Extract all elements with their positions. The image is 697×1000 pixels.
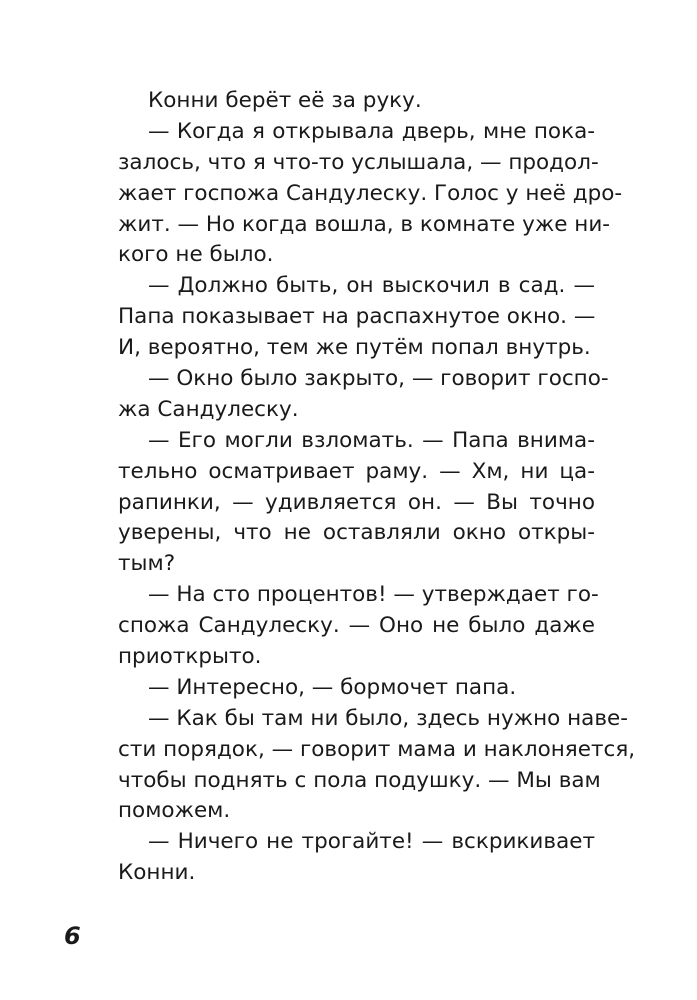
text-line: сти порядок, — говорит мама и наклоняется, xyxy=(118,736,636,762)
text-line: Папа показывает на распахнутое окно. — xyxy=(118,304,596,330)
text-line: — Когда я открывала дверь, мне пока- xyxy=(148,118,595,144)
text-line: — Окно было закрыто, — говорит госпо- xyxy=(148,366,609,392)
text-line: — Как бы там ни было, здесь нужно наве- xyxy=(148,705,629,731)
body-text xyxy=(118,86,636,889)
page-number: 6 xyxy=(64,922,81,950)
text-line: спожа Сандулеску. — Оно не было даже xyxy=(118,613,595,639)
text-line: — Интересно, — бормочет папа. xyxy=(148,674,517,700)
text-line: жа Сандулеску. xyxy=(118,396,299,422)
text-line: залось, что я что-то услышала, — продол- xyxy=(118,149,599,175)
text-line: жает госпожа Сандулеску. Голос у неё дро- xyxy=(118,180,623,206)
text-line: — На сто процентов! — утверждает го- xyxy=(148,582,599,608)
text-line: жит. — Но когда вошла, в комнате уже ни- xyxy=(118,211,611,237)
text-line: — Его могли взломать. — Папа внима- xyxy=(148,427,595,453)
text-line: Конни. xyxy=(118,860,196,886)
text-line: И, вероятно, тем же путём попал внутрь. xyxy=(118,335,591,361)
text-line: уверены, что не оставляли окно откры- xyxy=(118,520,595,546)
text-line: тым? xyxy=(118,551,176,577)
text-line: — Ничего не трогайте! — вскрикивает xyxy=(148,829,595,855)
text-line: приоткрыто. xyxy=(118,644,262,670)
text-line: рапинки, — удивляется он. — Вы точно xyxy=(118,489,595,515)
text-line: кого не было. xyxy=(118,242,274,268)
text-line: чтобы поднять с пола подушку. — Мы вам xyxy=(118,767,601,793)
text-line: тельно осматривает раму. — Хм, ни ца- xyxy=(118,458,595,484)
text-line: поможем. xyxy=(118,798,231,824)
text-line: Конни берёт её за руку. xyxy=(148,88,422,113)
text-line: — Должно быть, он выскочил в сад. — xyxy=(148,273,595,299)
